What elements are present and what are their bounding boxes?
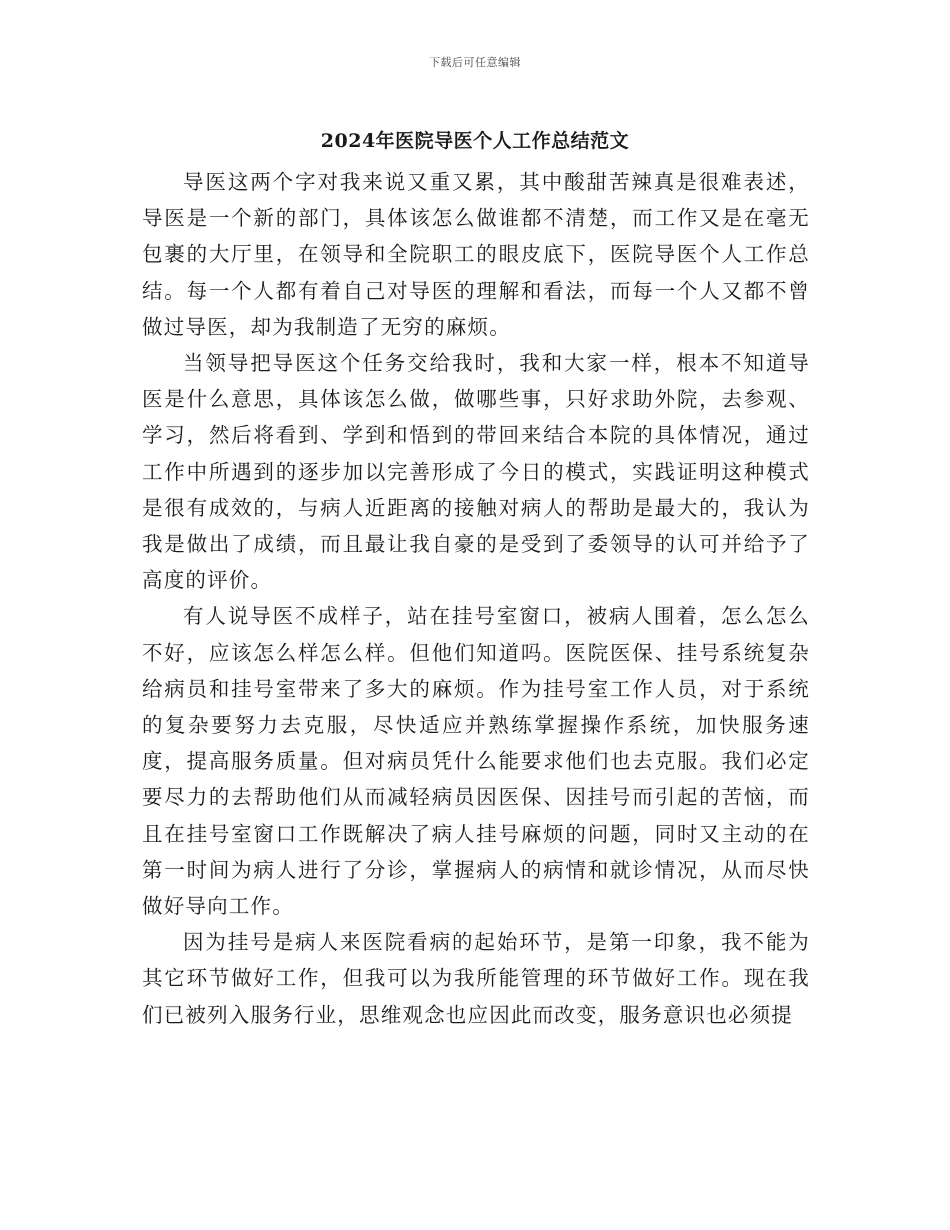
paragraph-3: 有人说导医不成样子，站在挂号室窗口，被病人围着，怎么怎么不好，应该怎么样怎么样。但他们知道吗。医院医保、挂号系统复杂给病员和挂号室带来了多大的麻烦。作为挂号室工作人员，对于系统的复杂要努力去克服，尽快适应并熟练掌握操作系统，加快服务速度，提高服务质量。但对病员凭什么能要求他们也去克服。我们必定要尽力的去帮助他们从而减轻病员因医保、因挂号而引起的苦恼，而且在挂号室窗口工作既解决了病人挂号麻烦的问题，同时又主动的在第一时间为病人进行了分诊，掌握病人的病情和就诊情况，从而尽快做好导向工作。: [142, 604, 810, 919]
document-title: 2024年医院导医个人工作总结范文: [320, 130, 630, 152]
paragraph-2: 当领导把导医这个任务交给我时，我和大家一样，根本不知道导医是什么意思，具体该怎么做，做哪些事，只好求助外院，去参观、学习，然后将看到、学到和悟到的带回来结合本院的具体情况，通过工作中所遇到的逐步加以完善形成了今日的模式，实践证明这种模式是很有成效的，与病人近距离的接触对病人的帮助是最大的，我认为我是做出了成绩，而且最让我自豪的是受到了委领导的认可并给予了高度的评价。: [142, 351, 810, 593]
page-header-note: 下载后可任意编辑: [429, 56, 521, 69]
paragraph-1: 导医这两个字对我来说又重又累，其中酸甜苦辣真是很难表述，导医是一个新的部门，具体该怎么做谁都不清楚，而工作又是在毫无包裹的大厅里，在领导和全院职工的眼皮底下，医院导医个人工作总结。每一个人都有着自己对导医的理解和看法，而每一个人又都不曾做过导医，却为我制造了无穷的麻烦。: [142, 170, 810, 339]
document-body: [142, 164, 810, 1033]
paragraph-4: 因为挂号是病人来医院看病的起始环节，是第一印象，我不能为其它环节做好工作，但我可以为我所能管理的环节做好工作。现在我们已被列入服务行业，思维观念也应因此而改变，服务意识也必须提: [142, 930, 810, 1027]
